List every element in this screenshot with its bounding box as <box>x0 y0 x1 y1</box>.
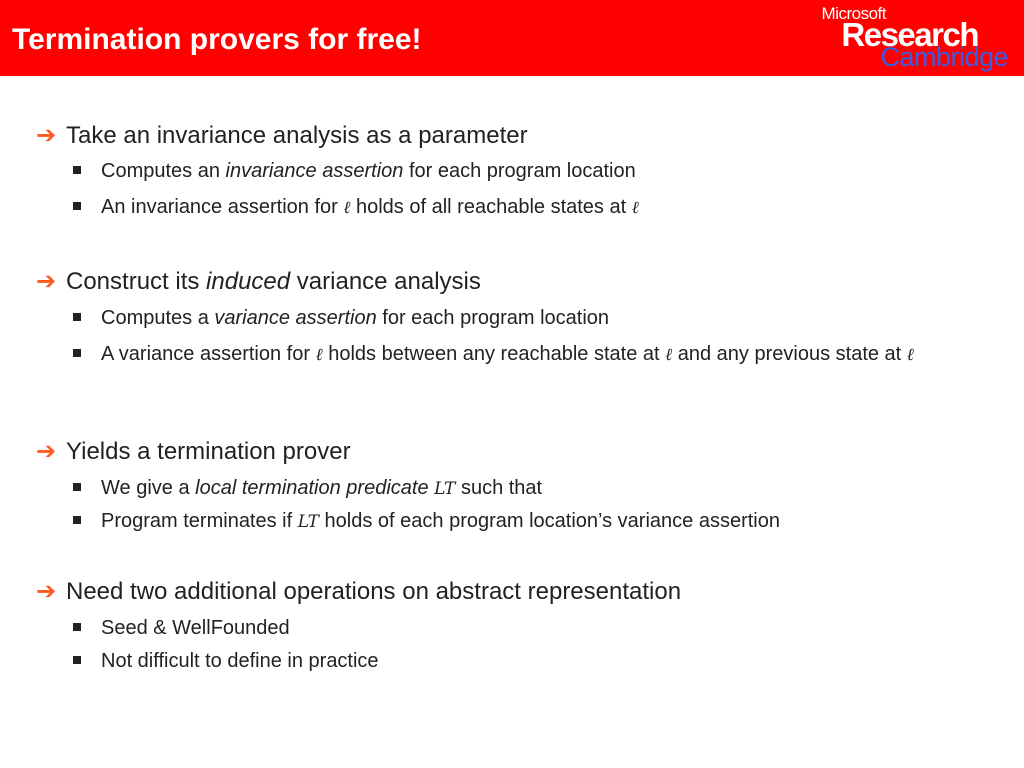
emphasis-term: variance assertion <box>214 307 377 329</box>
logo-cambridge-text: Cambridge <box>880 42 1008 72</box>
square-bullet-icon <box>73 349 81 357</box>
square-bullet-icon <box>73 202 81 210</box>
bullet-item-3 <box>36 438 351 466</box>
square-bullet-icon <box>73 516 81 524</box>
sub-bullet-2-2: A variance assertion for ℓ holds between any reachable state at ℓ and any previous state at ℓ <box>73 341 982 368</box>
bullet-text: Take an invariance analysis as a parameter <box>66 122 528 149</box>
title-bar <box>0 0 1024 76</box>
sub-bullet-1-2: An invariance assertion for ℓ holds of all reachable states at ℓ <box>73 194 639 221</box>
lt-symbol: LT <box>434 479 456 499</box>
ell-symbol: ℓ <box>631 198 639 218</box>
microsoft-research-cambridge-logo <box>808 4 1008 72</box>
ell-symbol: ℓ <box>665 345 673 365</box>
sub-bullet-3-2: Program terminates if LT holds of each program location’s variance assertion <box>73 508 780 535</box>
slide-title: Termination provers for free! <box>12 23 422 56</box>
arrow-right-icon: ➔ <box>36 438 57 465</box>
emphasis-term: local termination predicate <box>195 477 435 499</box>
sub-bullet-1-1: Computes an invariance assertion for each program location <box>73 158 636 184</box>
ell-symbol: ℓ <box>315 345 323 365</box>
bullet-item-4 <box>36 578 681 606</box>
sub-bullet-4-2: Not difficult to define in practice <box>73 648 379 674</box>
arrow-right-icon: ➔ <box>36 578 57 605</box>
arrow-right-icon: ➔ <box>36 122 57 149</box>
lt-symbol: LT <box>297 512 319 532</box>
ell-symbol: ℓ <box>343 198 351 218</box>
bullet-text: Need two additional operations on abstract representation <box>66 578 682 605</box>
square-bullet-icon <box>73 483 81 491</box>
ell-symbol: ℓ <box>906 345 914 365</box>
sub-bullet-3-1: We give a local termination predicate LT such that <box>73 475 542 502</box>
bullet-item-2: ➔ Construct its induced variance analysis <box>36 268 481 295</box>
emphasis-term: invariance assertion <box>225 160 404 182</box>
sub-bullet-2-1: Computes a variance assertion for each program location <box>73 305 609 331</box>
bullet-item-1 <box>36 122 528 150</box>
logo-research-text: Research <box>841 16 978 53</box>
square-bullet-icon <box>73 166 81 174</box>
arrow-right-icon: ➔ <box>36 268 57 295</box>
logo-microsoft-text: Microsoft <box>821 4 886 23</box>
emphasis-term: induced <box>206 268 291 295</box>
square-bullet-icon <box>73 623 81 631</box>
square-bullet-icon <box>73 313 81 321</box>
bullet-text: Yields a termination prover <box>66 438 351 465</box>
sub-bullet-4-1: Seed & WellFounded <box>73 615 290 641</box>
square-bullet-icon <box>73 656 81 664</box>
